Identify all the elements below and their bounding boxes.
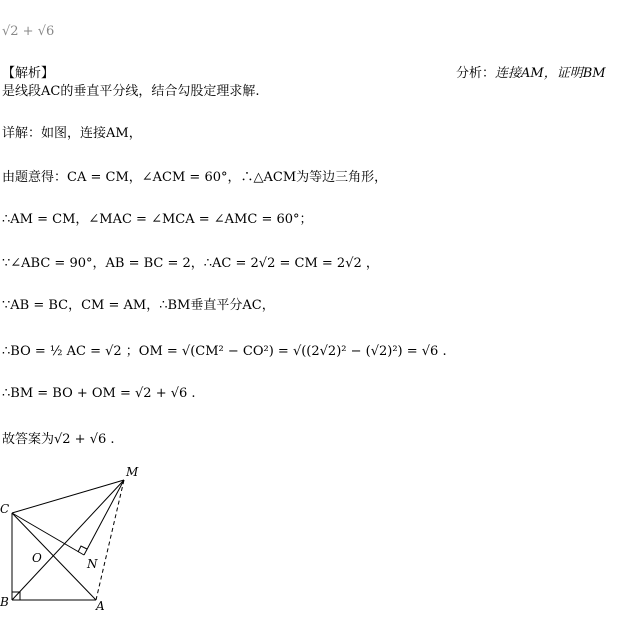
label-a: A [96,599,105,613]
solution-line-7: ∴BM = BO + OM = √2 + √6 . [2,386,196,401]
solution-line-4: ∵∠ABC = 90°，AB = BC = 2，∴AC = 2√2 = CM = 2√2 ， [2,256,379,271]
analysis [456,62,606,81]
solution-line-2: 由题意得：CA = CM，∠ACM = 60°，∴△ACM为等边三角形， [2,170,388,185]
label-b: B [0,595,9,609]
geometry-figure [0,458,170,628]
analysis-label: 分析： [456,66,496,81]
segment-am-dashed [96,480,124,600]
solution-line-1: 详解：如图，连接AM， [2,126,142,141]
solution-line-6: ∴BO = ½ AC = √2 ；OM = √(CM² − CO²) = √((2√2)² − (√2)²) = √6 . [2,344,447,359]
top-answer: √2 + √6 [2,24,55,39]
analysis-text: 连接AM，证明BM [495,66,606,81]
analysis-continuation: 是线段AC的垂直平分线，结合勾股定理求解. [2,84,260,99]
segment-bm [12,480,124,600]
solution-line-5: ∵AB = BC，CM = AM，∴BM垂直平分AC， [2,298,275,313]
label-m: M [126,465,139,479]
label-c: C [0,502,10,516]
label-n: N [87,557,98,571]
solution-line-8: 故答案为√2 + √6 . [2,432,115,447]
solution-line-3: ∴AM = CM，∠MAC = ∠MCA = ∠AMC = 60°； [2,212,313,227]
solution-heading: 【解析】 [2,66,55,81]
segment-nm [84,480,124,555]
segment-cm [12,480,124,513]
label-o: O [32,551,42,565]
